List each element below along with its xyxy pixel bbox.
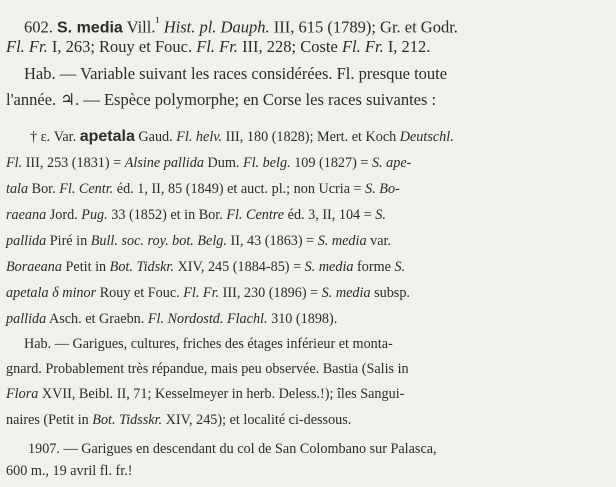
work-title: Fl. Fr. (341, 37, 384, 56)
synonym-name: S. (394, 259, 406, 275)
citation-text: 33 (1852) et in Bor. (107, 207, 227, 223)
citation-text: XIV, 245); et localité ci-dessous. (162, 412, 352, 428)
dagger-mark: † ε. (30, 129, 51, 145)
collection-record-line: 600 m., 19 avril fl. fr.! (6, 463, 133, 479)
synonym-name: pallida (6, 233, 47, 249)
synonym-name: S. (375, 207, 386, 223)
synonym-name: S. media (304, 259, 354, 275)
citation-text: 109 (1827) = (290, 155, 372, 171)
citation-text: naires (Petit in (6, 412, 93, 428)
citation-text: I, 212. (383, 37, 431, 56)
species-name: S. media (57, 19, 123, 37)
citation-text: var. (366, 233, 392, 249)
citation-text: XIV, 245 (1884-85) = (173, 259, 305, 275)
entry-header-line-1 (24, 10, 458, 37)
synonym-name: Boraeana (6, 259, 62, 275)
synonymy-line (6, 203, 386, 227)
work-title: Fl. Centr. (59, 181, 114, 197)
citation-text: subsp. (370, 285, 410, 301)
work-title: Fl. Centre (226, 207, 285, 223)
citation-text: XVII, Beibl. II, 71; Kesselmeyer in herb. Deless.!); îles Sangui- (38, 386, 405, 402)
citation-text: III, 230 (1896) = (219, 285, 322, 301)
synonymy-line (6, 255, 405, 279)
work-title: Bot. Tidskr. (109, 259, 174, 275)
synonym-name: S. ape- (371, 155, 412, 171)
synonym-name: raeana (6, 207, 47, 223)
variety-habitat-line (6, 408, 351, 432)
synonym-name: S. Bo- (365, 181, 400, 197)
work-title: Deutschl. (399, 129, 454, 145)
habitat-line-1: Hab. — Variable suivant les races considérées. Fl. presque toute (24, 64, 448, 83)
citation-text: Dum. (203, 155, 243, 171)
citation-text: III, 253 (1831) = (22, 155, 125, 171)
synonymy-line (6, 281, 410, 305)
variety-habitat-line (6, 382, 404, 406)
work-title: Pug. (81, 207, 108, 223)
citation-text: éd. 3, II, 104 = (284, 207, 376, 223)
variety-name: apetala (79, 128, 135, 145)
citation-text: II, 43 (1863) = (226, 233, 318, 249)
citation-text: Piré in (46, 233, 91, 249)
work-title: Fl. helv. (176, 129, 223, 145)
citation-text: éd. 1, II, 85 (1849) et auct. pl.; non Ucria = (113, 181, 366, 197)
citation-text: Petit in (61, 259, 110, 275)
synonym-name: pallida (6, 311, 47, 327)
habitat-line-2: l'année. ♃. — Espèce polymorphe; en Corse les races suivantes : (6, 90, 437, 109)
entry-number: 602. (24, 17, 53, 37)
synonym-name: S. media (321, 285, 371, 301)
variety-label: Var. (50, 129, 80, 145)
citation-text: III, 615 (1789); Gr. et Godr. (269, 17, 458, 37)
variety-header-line (30, 125, 454, 149)
citation-text: III, 180 (1828); Mert. et Koch (222, 129, 400, 145)
synonym-name: tala (6, 181, 29, 197)
synonymy-line (6, 229, 391, 253)
collection-record-line: 1907. — Garigues en descendant du col de San Colombano sur Palasca, (28, 441, 437, 457)
synonym-name: S. media (317, 233, 367, 249)
synonymy-line (6, 177, 400, 201)
variety-habitat-line: gnard. Probablement très répandue, mais peu observée. Bastia (Salis in (6, 361, 409, 377)
work-title: Fl. Fr. (6, 37, 48, 56)
work-title: Flora (6, 386, 39, 402)
citation-text: Jord. (46, 207, 82, 223)
citation-text: III, 228; Coste (237, 37, 342, 56)
work-title: Bull. soc. roy. bot. Belg. (90, 233, 227, 249)
citation-text: 310 (1898). (267, 311, 338, 327)
citation-text: forme (353, 259, 395, 275)
citation-text: Bor. (28, 181, 60, 197)
citation-text: Asch. et Graebn. (46, 311, 148, 327)
work-title: Fl. Nordostd. Flachl. (147, 311, 268, 327)
work-title: Fl. (6, 155, 23, 171)
work-title: Hist. pl. Dauph. (159, 17, 270, 37)
citation-text: I, 263; Rouy et Fouc. (47, 37, 197, 56)
footnote-marker: ¹ (155, 14, 160, 29)
work-title: Bot. Tidsskr. (92, 412, 163, 428)
synonym-name: apetala δ minor (6, 285, 97, 301)
work-title: Fl. Fr. (183, 285, 220, 301)
synonymy-line (6, 307, 337, 331)
citation-text: Gaud. (134, 129, 177, 145)
variety-habitat-line: Hab. — Garigues, cultures, friches des étages inférieur et monta- (24, 336, 393, 352)
author-name: Vill. (122, 17, 156, 37)
work-title: Fl. Fr. (196, 37, 238, 56)
entry-header-line-2 (6, 35, 430, 59)
synonym-name: Alsine pallida (124, 155, 204, 171)
synonymy-line (6, 151, 411, 175)
citation-text: Rouy et Fouc. (96, 285, 184, 301)
work-title: Fl. belg. (242, 155, 291, 171)
